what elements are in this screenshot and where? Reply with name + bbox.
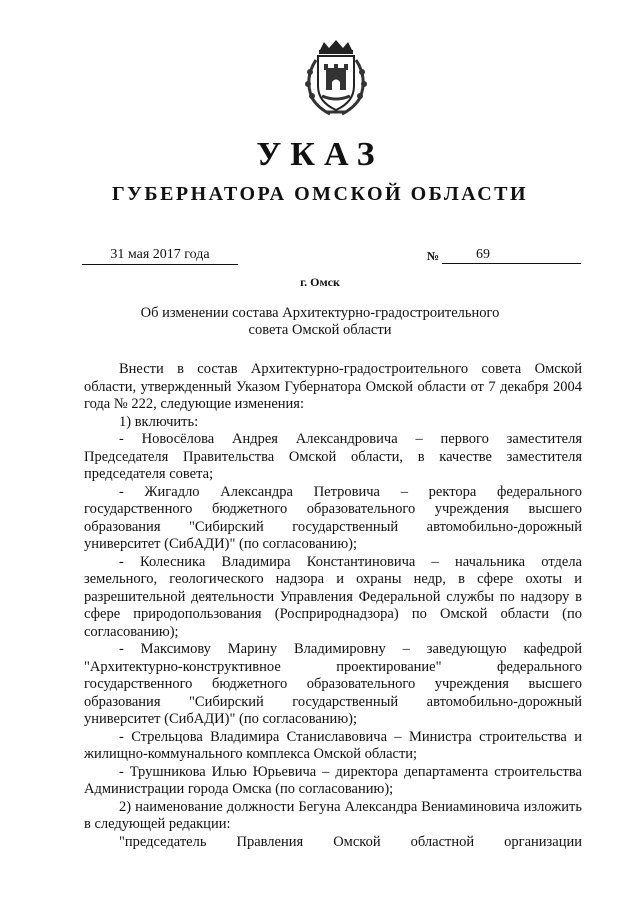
body-paragraph: - Колесника Владимира Константиновича – начальника отдела земельного, геологического надзора и охраны недр, в сфере охоты и разрешительной деятельности Управления Федеральной службы по надзору в сфере природопользования (Росприроднадзора) по Омской области (по согласованию);: [84, 553, 582, 640]
decree-heading: [100, 305, 540, 339]
decree-body: [84, 361, 582, 851]
decree-number: 69: [442, 247, 581, 264]
body-paragraph: - Трушникова Илью Юрьевича – директора департамента строительства Администрации города Омска (по согласованию);: [84, 763, 582, 797]
body-paragraph: 2) наименование должности Бегуна Александра Вениаминовича изложить в следующей редакции:: [84, 798, 582, 832]
body-paragraph: - Стрельцова Владимира Станиславовича – Министра строительства и жилищно-коммунального комплекса Омской области;: [84, 728, 582, 762]
heading-line: Об изменении состава Архитектурно-градостроительного: [140, 305, 500, 321]
body-paragraph: - Новосёлова Андрея Александровича – первого заместителя Председателя Правительства Омской области, в качестве заместителя председателя совета;: [84, 431, 582, 482]
body-paragraph: - Жигадло Александра Петровича – ректора федерального государственного бюджетного образовательного учреждения высшего образования "Сибирский государственный автомобильно-дорожный университет (СибАДИ)" (по согласованию);: [84, 483, 582, 552]
decree-date: 31 мая 2017 года: [82, 247, 238, 265]
city-label: г. Омск: [300, 275, 340, 289]
body-paragraph: 1) включить:: [119, 413, 199, 430]
document-title: УКАЗ: [256, 136, 384, 173]
body-paragraph: - Максимову Марину Владимировну – заведующую кафедрой "Архитектурно-конструктивное проектирование" федерального государственного бюджетного образовательного учреждения высшего образования "Сибирский государственный автомобильно-дорожный университет (СибАДИ)" (по согласованию);: [84, 641, 582, 727]
heading-line: совета Омской области: [248, 322, 392, 338]
document-subtitle: ГУБЕРНАТОРА ОМСКОЙ ОБЛАСТИ: [111, 183, 529, 205]
coat-of-arms-emblem: [296, 38, 376, 118]
body-paragraph: Внести в состав Архитектурно-градостроительного совета Омской области, утвержденный Указом Губернатора Омской области от 7 декабря 2004 года № 222, следующие изменения:: [84, 361, 582, 412]
number-sign: №: [427, 249, 440, 263]
body-paragraph: "председатель Правления Омской областной организации: [119, 833, 582, 850]
